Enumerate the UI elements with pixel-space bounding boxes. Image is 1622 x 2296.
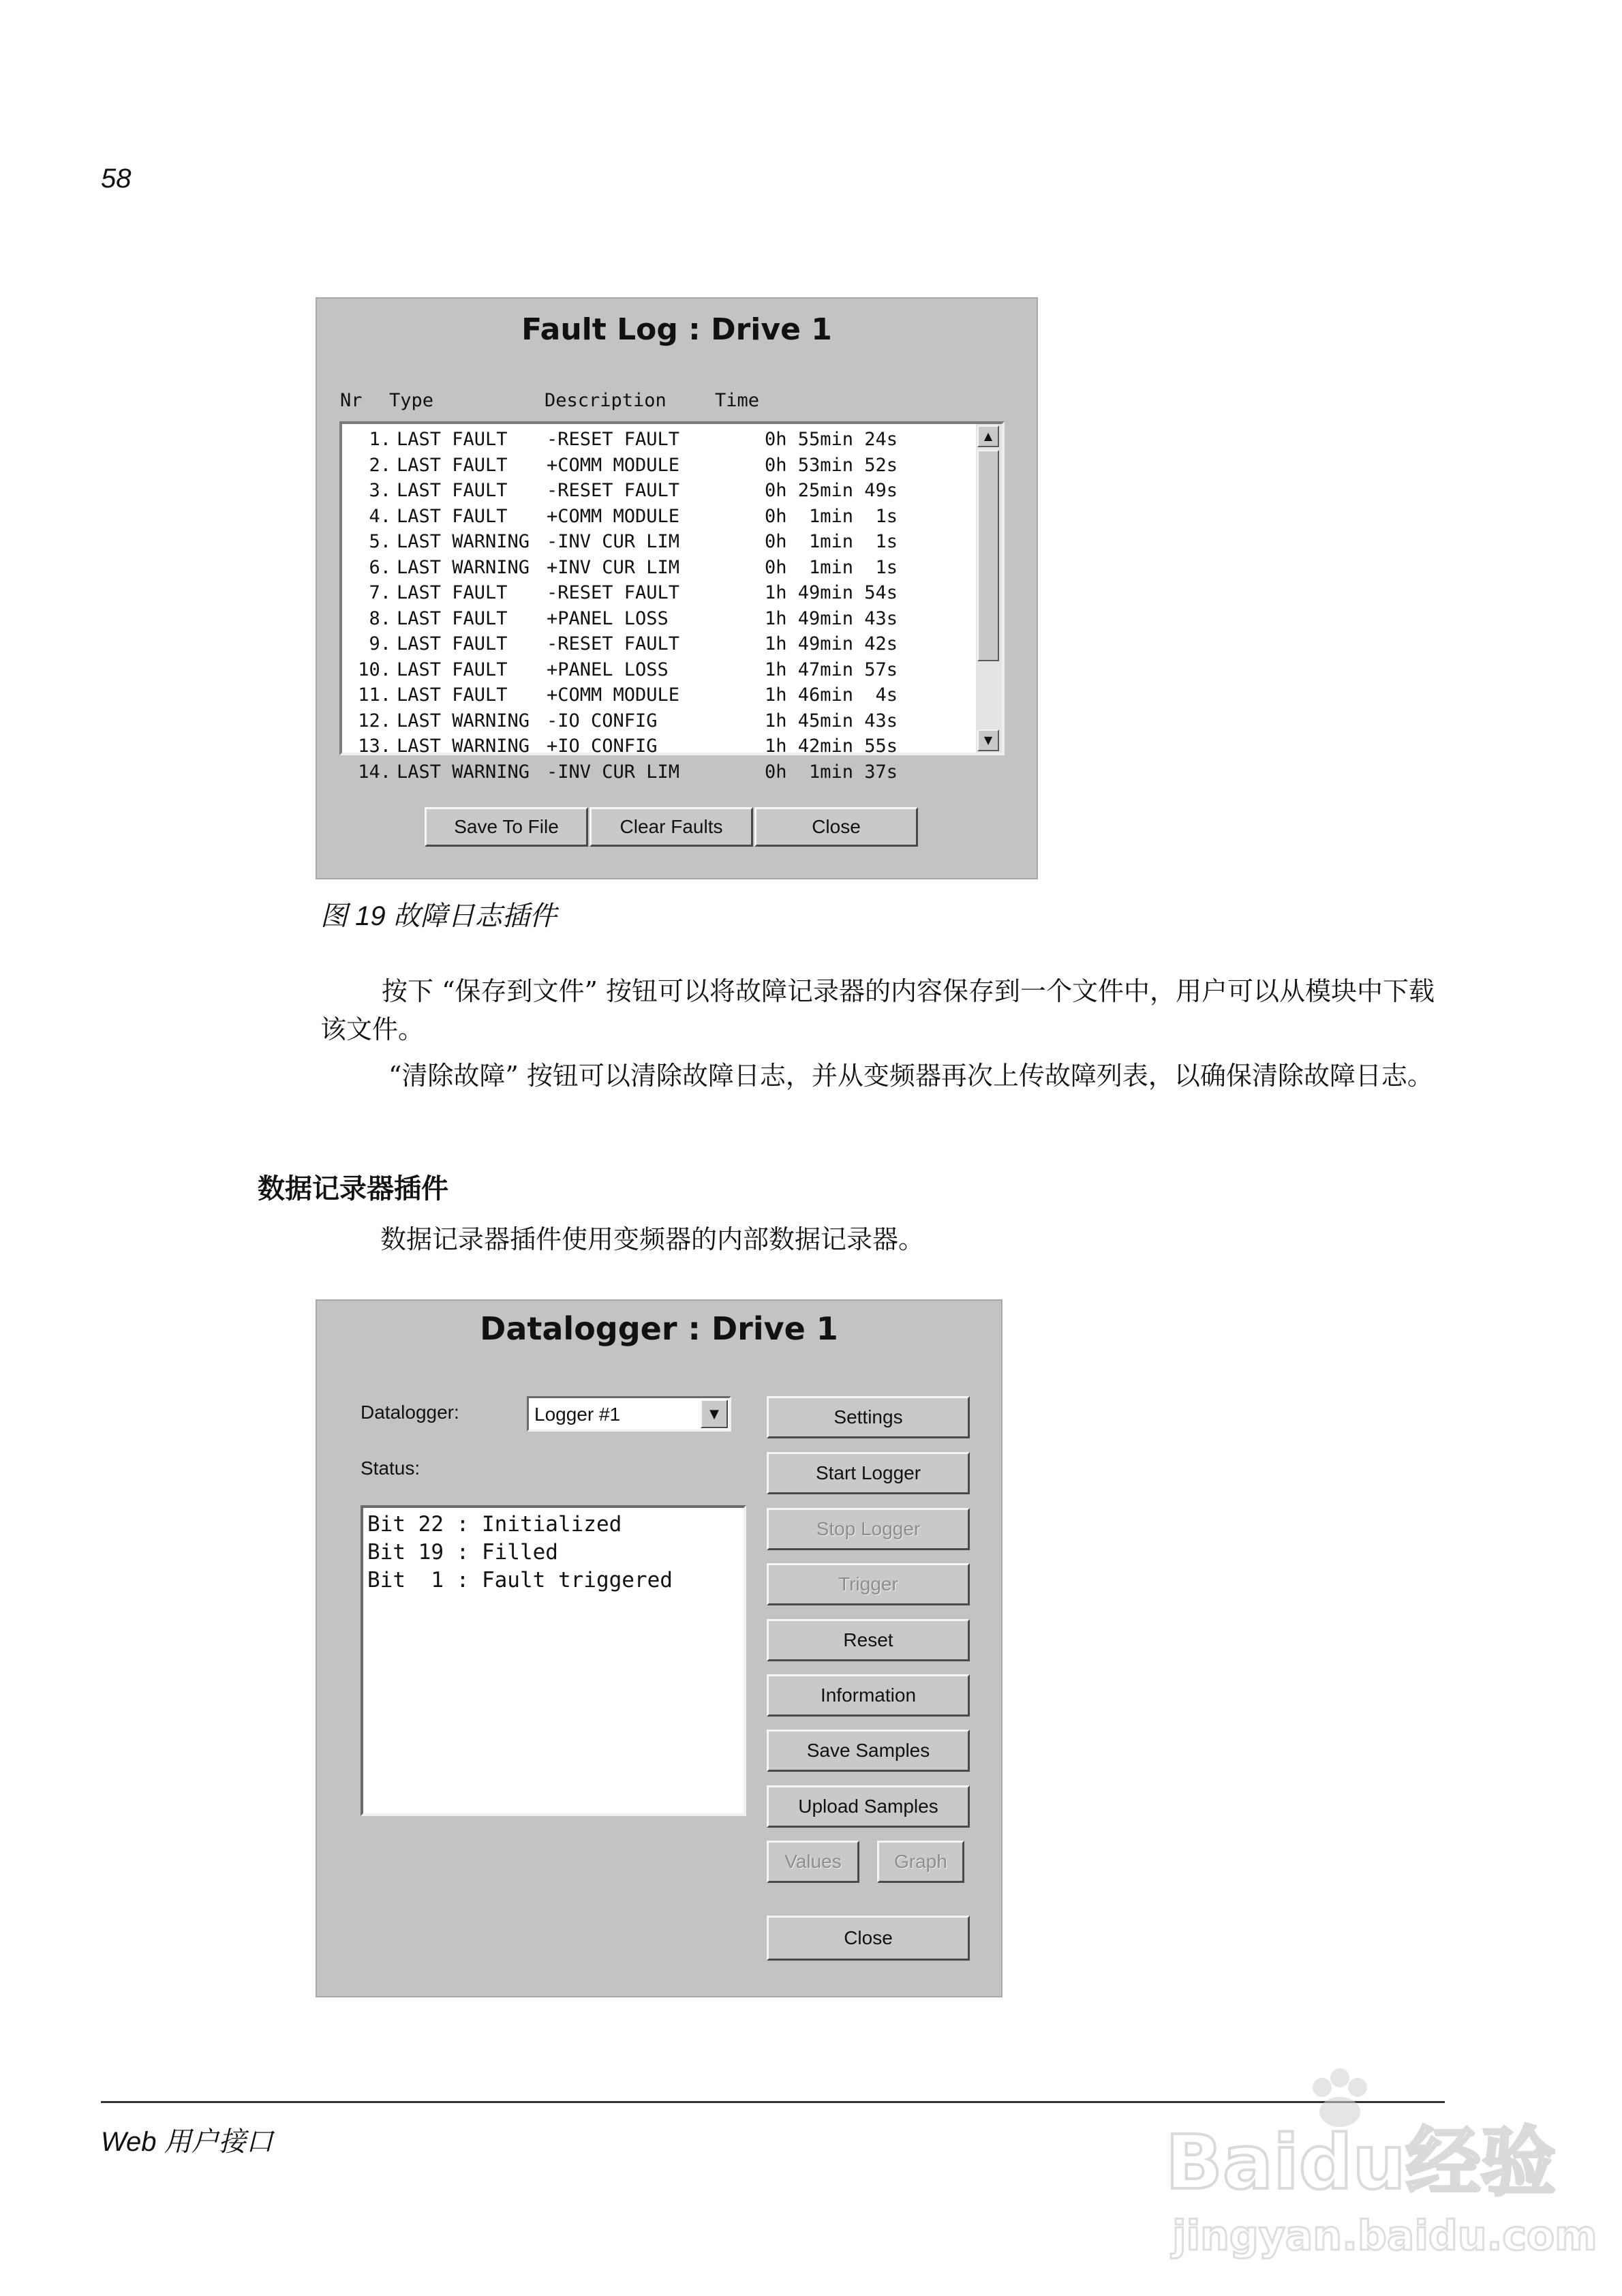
table-row[interactable] (342, 453, 976, 479)
table-row[interactable] (342, 555, 976, 581)
fault-nr-cell: 7. (369, 582, 391, 603)
graph-button[interactable]: Graph (877, 1841, 964, 1883)
fault-nr-cell: 14. (358, 761, 391, 783)
fault-description-cell: -IO CONFIG (547, 710, 658, 731)
section-heading: 数据记录器插件 (258, 1173, 448, 1205)
table-row[interactable] (342, 478, 976, 504)
watermark-brand: Baidu经验 (1165, 2119, 1556, 2206)
fault-type-cell: LAST FAULT (397, 659, 508, 680)
datalogger-close-button[interactable]: Close (767, 1916, 970, 1961)
status-line: Bit 22 : Initialized (367, 1512, 622, 1537)
table-row[interactable] (342, 529, 976, 555)
fault-time-cell: 0h 55min 24s (765, 429, 898, 450)
clear-faults-button[interactable]: Clear Faults (590, 807, 753, 847)
datalogger-label: Datalogger: (361, 1402, 459, 1423)
table-row[interactable] (342, 708, 976, 734)
fault-time-cell: 0h 1min 1s (765, 531, 898, 552)
table-row[interactable] (342, 657, 976, 683)
chevron-down-icon[interactable]: ▼ (701, 1400, 728, 1428)
reset-button[interactable]: Reset (767, 1619, 970, 1661)
upload-samples-button[interactable]: Upload Samples (767, 1785, 970, 1828)
fault-description-cell: +PANEL LOSS (547, 607, 669, 629)
fault-time-cell: 1h 47min 57s (765, 659, 898, 680)
datalogger-select[interactable] (527, 1396, 731, 1432)
fault-nr-cell: 13. (358, 736, 391, 757)
fault-type-cell: LAST WARNING (397, 531, 530, 552)
table-row[interactable] (342, 504, 976, 530)
fault-type-cell: LAST FAULT (397, 607, 508, 629)
datalogger-window (316, 1299, 1003, 1997)
fault-time-cell: 1h 45min 43s (765, 710, 898, 731)
fault-description-cell: +COMM MODULE (547, 684, 680, 706)
fault-type-cell: LAST FAULT (397, 429, 508, 450)
fault-description-cell: +COMM MODULE (547, 505, 680, 527)
paw-logo-icon (1159, 2059, 1597, 2263)
fault-type-cell: LAST WARNING (397, 556, 530, 578)
fault-type-cell: LAST FAULT (397, 454, 508, 476)
fault-log-title: Fault Log : Drive 1 (521, 312, 832, 347)
fault-type-cell: LAST FAULT (397, 480, 508, 501)
fault-description-cell: +COMM MODULE (547, 454, 680, 476)
fault-description-cell: -RESET FAULT (547, 582, 680, 603)
table-row[interactable] (342, 682, 976, 708)
fault-type-cell: LAST WARNING (397, 736, 530, 757)
fault-nr-cell: 5. (369, 531, 391, 552)
fault-type-cell: LAST FAULT (397, 582, 508, 603)
table-row[interactable] (342, 606, 976, 632)
table-row[interactable] (342, 580, 976, 606)
fault-nr-cell: 6. (369, 556, 391, 578)
fault-type-cell: LAST FAULT (397, 505, 508, 527)
fault-type-cell: LAST WARNING (397, 761, 530, 783)
values-button[interactable]: Values (767, 1841, 859, 1883)
figure-caption: 图 19 故障日志插件 (320, 901, 557, 931)
fault-time-cell: 0h 25min 49s (765, 480, 898, 501)
section-paragraph: 数据记录器插件使用变频器的内部数据记录器。 (380, 1224, 925, 1254)
datalogger-select-value: Logger #1 (534, 1404, 621, 1425)
fault-nr-cell: 1. (369, 429, 391, 450)
baidu-watermark (1159, 2059, 1597, 2263)
fault-nr-cell: 11. (358, 684, 391, 706)
table-row[interactable] (342, 734, 976, 759)
status-box (361, 1505, 746, 1816)
scroll-thumb[interactable] (977, 450, 999, 661)
fault-log-window (316, 297, 1038, 879)
fault-nr-cell: 8. (369, 607, 391, 629)
fault-description-cell: -RESET FAULT (547, 429, 680, 450)
table-row[interactable] (342, 759, 976, 785)
watermark-url: jingyan.baidu.com (1172, 2212, 1597, 2260)
scroll-down-arrow-icon[interactable]: ▼ (977, 729, 999, 751)
footer-text: Web 用户接口 (101, 2127, 273, 2157)
header-time: Time (715, 390, 760, 411)
fault-type-cell: LAST FAULT (397, 684, 508, 706)
table-row[interactable] (342, 427, 976, 453)
status-label: Status: (361, 1457, 420, 1479)
fault-nr-cell: 10. (358, 659, 391, 680)
fault-description-cell: -INV CUR LIM (547, 761, 680, 783)
fault-type-cell: LAST WARNING (397, 710, 530, 731)
datalogger-title: Datalogger : Drive 1 (480, 1310, 838, 1347)
information-button[interactable]: Information (767, 1674, 970, 1717)
start-logger-button[interactable]: Start Logger (767, 1452, 970, 1494)
stop-logger-button[interactable]: Stop Logger (767, 1508, 970, 1550)
paragraph-save: 按下 “保存到文件” 按钮可以将故障记录器的内容保存到一个文件中，用户可以从模块中下载该文件。 (320, 976, 1435, 1044)
page-number: 58 (101, 164, 132, 194)
fault-nr-cell: 4. (369, 505, 391, 527)
table-row[interactable] (342, 631, 976, 657)
fault-description-cell: +INV CUR LIM (547, 556, 680, 578)
fault-description-cell: -RESET FAULT (547, 633, 680, 654)
fault-nr-cell: 3. (369, 480, 391, 501)
fault-time-cell: 1h 49min 43s (765, 607, 898, 629)
fault-time-cell: 1h 42min 55s (765, 736, 898, 757)
fault-nr-cell: 9. (369, 633, 391, 654)
settings-button[interactable]: Settings (767, 1396, 970, 1438)
trigger-button[interactable]: Trigger (767, 1563, 970, 1605)
fault-time-cell: 1h 46min 4s (765, 684, 898, 706)
fault-list[interactable] (339, 421, 1005, 783)
fault-time-cell: 0h 53min 52s (765, 454, 898, 476)
fault-time-cell: 1h 49min 54s (765, 582, 898, 603)
fault-description-cell: +PANEL LOSS (547, 659, 669, 680)
fault-time-cell: 0h 1min 37s (765, 761, 898, 783)
status-line: Bit 1 : Fault triggered (367, 1568, 673, 1592)
fault-log-close-button[interactable]: Close (754, 807, 918, 847)
fault-time-cell: 0h 1min 1s (765, 505, 898, 527)
fault-time-cell: 0h 1min 1s (765, 556, 898, 578)
header-nr: Nr (340, 390, 363, 411)
fault-description-cell: +IO CONFIG (547, 736, 658, 757)
fault-nr-cell: 2. (369, 454, 391, 476)
fault-time-cell: 1h 49min 42s (765, 633, 898, 654)
save-to-file-button[interactable]: Save To File (425, 807, 588, 847)
header-type: Type (389, 390, 434, 411)
paragraph-clear: “清除故障” 按钮可以清除故障日志，并从变频器再次上传故障列表，以确保清除故障日志。 (388, 1061, 1433, 1091)
fault-description-cell: -INV CUR LIM (547, 531, 680, 552)
scroll-up-arrow-icon[interactable]: ▲ (977, 425, 999, 447)
fault-nr-cell: 12. (358, 710, 391, 731)
fault-list-scrollbar[interactable] (976, 424, 1002, 753)
fault-type-cell: LAST FAULT (397, 633, 508, 654)
header-description: Description (545, 390, 667, 411)
fault-description-cell: -RESET FAULT (547, 480, 680, 501)
save-samples-button[interactable]: Save Samples (767, 1729, 970, 1772)
status-line: Bit 19 : Filled (367, 1540, 558, 1565)
